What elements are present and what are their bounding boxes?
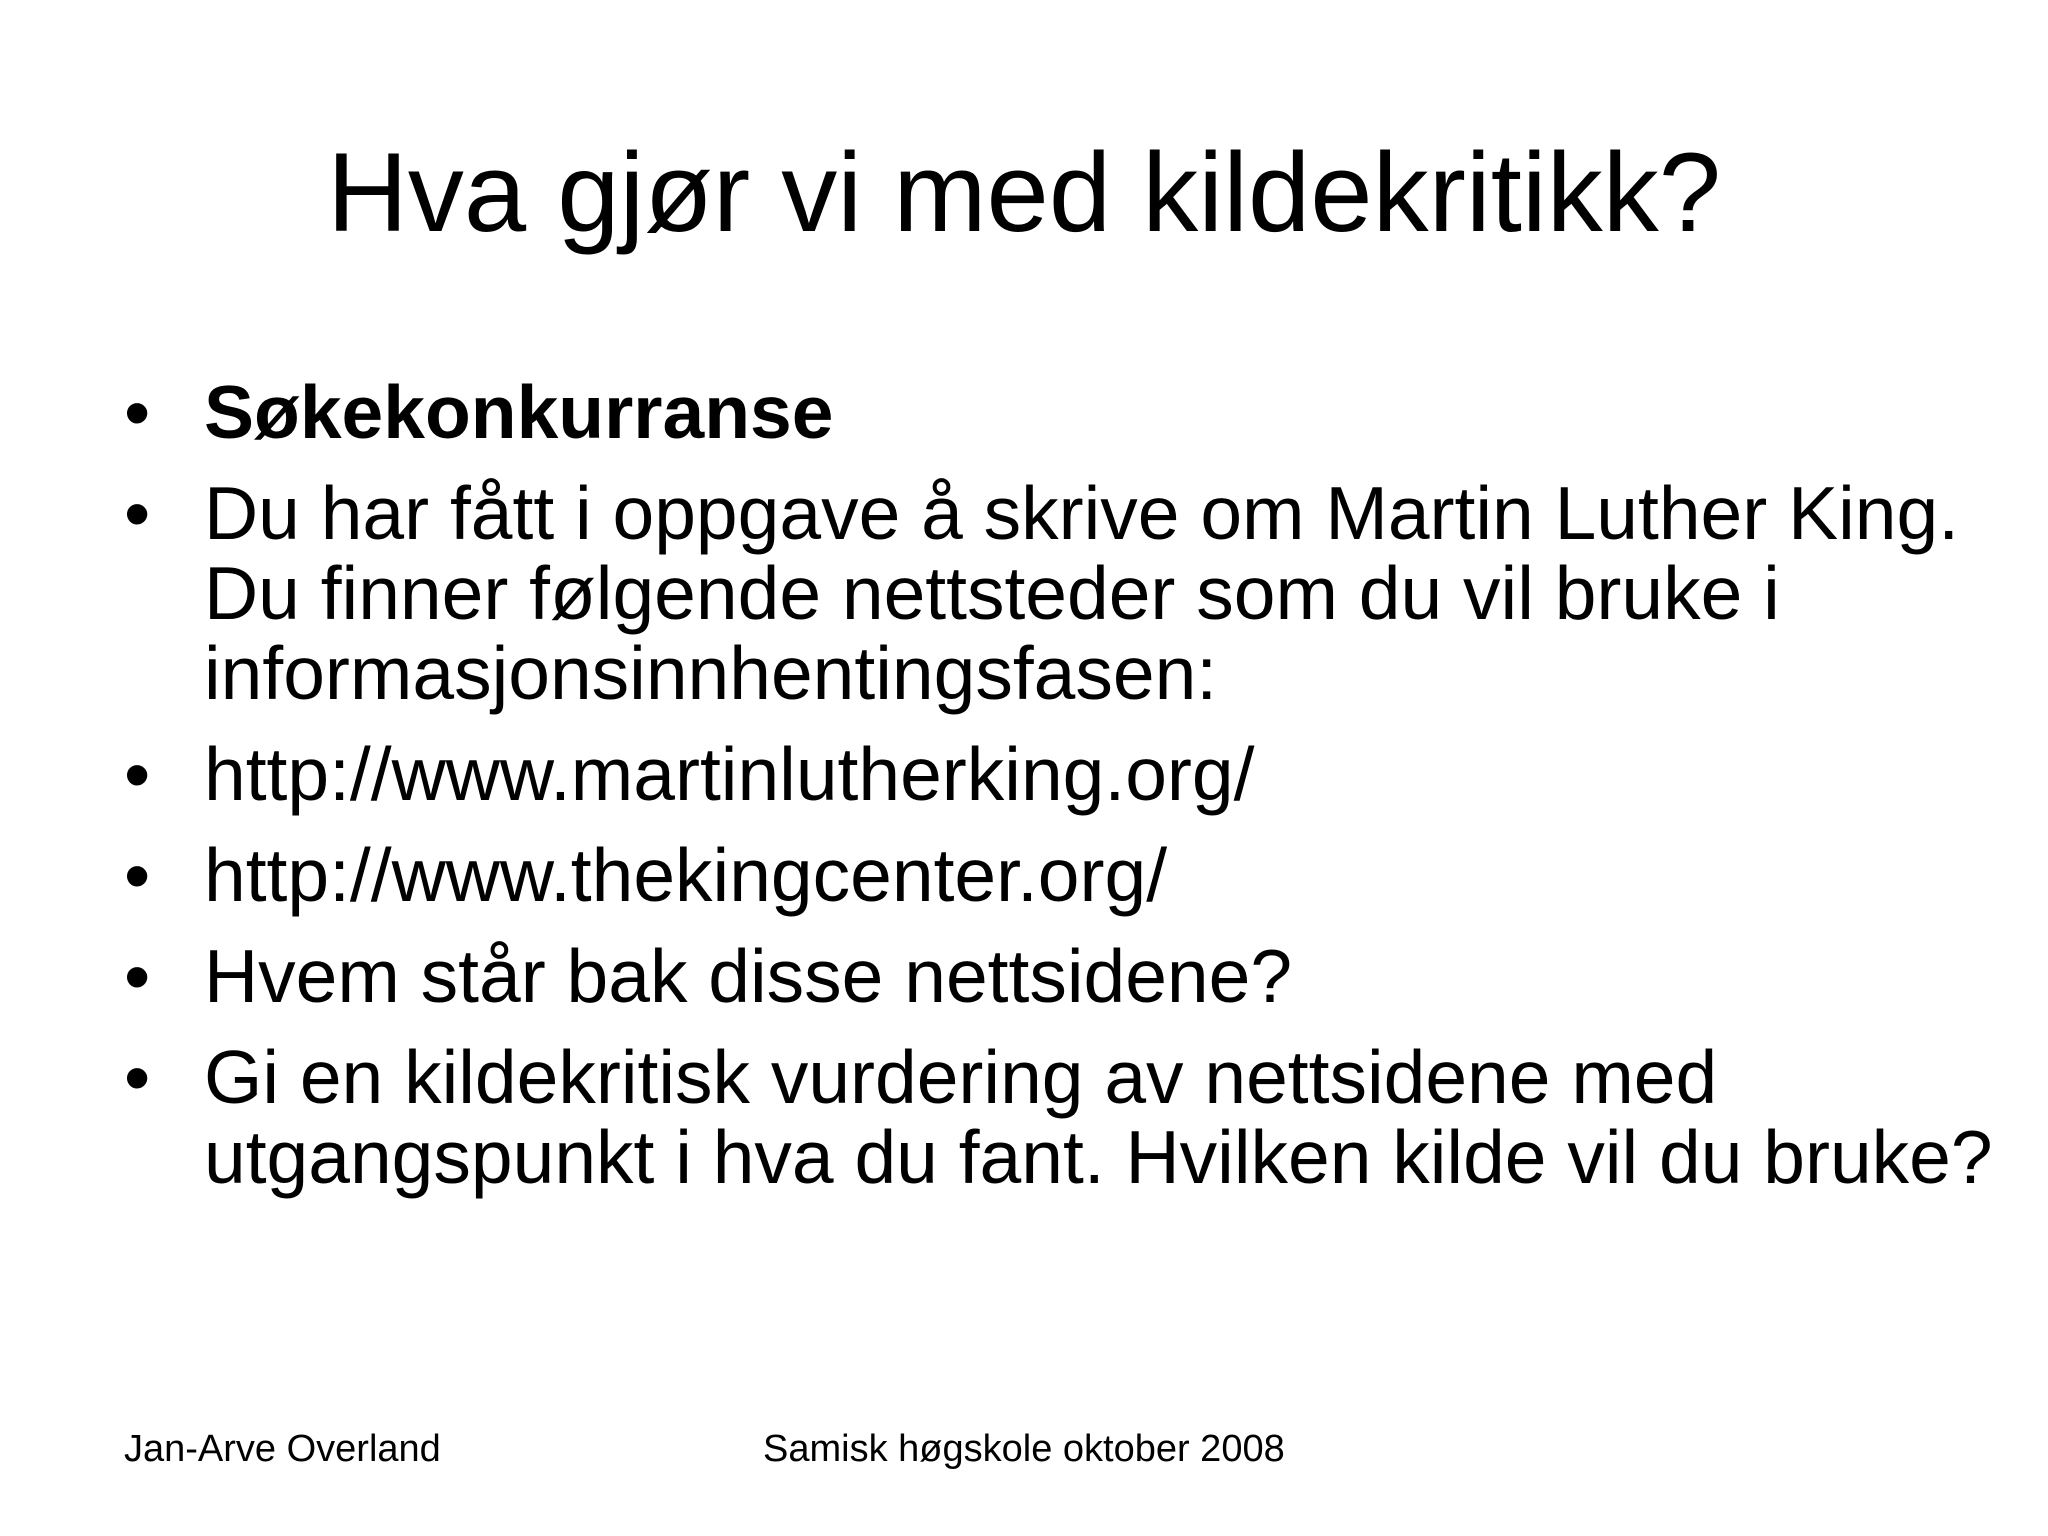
bullet-dot-icon: • [124,732,151,816]
bullet-item-url-1 [124,734,2004,814]
bullet-item-url-2 [124,835,2004,915]
bullet-dot-icon: • [124,471,151,555]
bullet-text: Gi en kildekritisk vurdering av nettsidene med utgangspunkt i hva du fant. Hvilken kilde vil du bruke? [204,1035,1993,1199]
bullet-item-assessment [124,1037,2004,1197]
bullet-text: http://www.thekingcenter.org/ [204,833,1168,917]
bullet-item-question [124,936,2004,1016]
slide-title: Hva gjør vi med kildekritikk? [326,130,1722,255]
bullet-dot-icon: • [124,934,151,1018]
bullet-item-task [124,473,2004,713]
bullet-dot-icon: • [124,370,151,454]
bullet-text: Søkekonkurranse [204,370,834,454]
footer-event: Samisk høgskole oktober 2008 [763,1428,1285,1470]
bullet-text: Du har fått i oppgave å skrive om Martin Luther King. Du finner følgende nettsteder som du vil bruke i informasjonsinnhentingsfasen: [204,471,1960,715]
bullet-dot-icon: • [124,1035,151,1119]
bullet-dot-icon: • [124,833,151,917]
bullet-item-search-contest [124,372,2004,452]
footer-author: Jan-Arve Overland [124,1428,441,1470]
bullet-text: Hvem står bak disse nettsidene? [204,934,1293,1018]
bullet-text: http://www.martinlutherking.org/ [204,732,1255,816]
bullet-list [124,372,2004,1218]
